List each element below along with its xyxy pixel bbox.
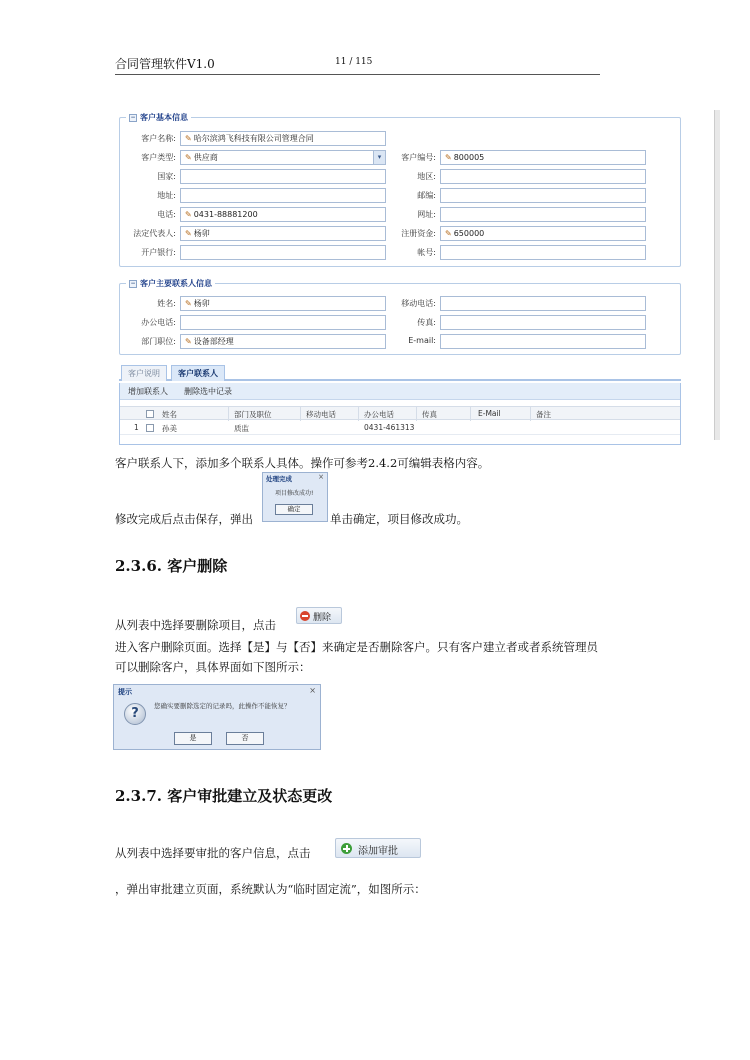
- para-save-a: 修改完成后点击保存，弹出: [115, 512, 253, 526]
- dept-input[interactable]: ✎ 设备部经理: [180, 334, 386, 349]
- dialog-title: 提示: [118, 688, 132, 696]
- cell-office: 0431-461313: [364, 423, 415, 432]
- region-label: 地区:: [417, 172, 436, 181]
- capital-label: 注册资金:: [401, 229, 436, 238]
- add-approval-label: 添加审批: [358, 846, 398, 857]
- question-icon: ?: [124, 703, 146, 725]
- scrollbar[interactable]: [714, 110, 720, 440]
- para-approval-select: 从列表中选择要审批的客户信息，点击: [115, 846, 311, 860]
- row-number: 1: [134, 423, 139, 432]
- mobile-input[interactable]: [440, 296, 646, 311]
- phone-input[interactable]: ✎ 0431-88881200: [180, 207, 386, 222]
- bank-label: 开户银行:: [141, 248, 176, 257]
- page-header: [115, 55, 600, 75]
- column-divider: [416, 407, 417, 421]
- close-icon[interactable]: ×: [309, 686, 316, 695]
- dept-label: 部门职位:: [141, 337, 176, 346]
- col-mobile[interactable]: 移动电话: [306, 410, 336, 419]
- account-label: 帐号:: [417, 248, 436, 257]
- capital-input[interactable]: ✎ 650000: [440, 226, 646, 241]
- tab-customer-notes[interactable]: 客户说明: [121, 365, 167, 381]
- para-contacts-note: 客户联系人下，添加多个联系人具体。操作可参考2.4.2可编辑表格内容。: [115, 456, 490, 470]
- legal-rep-input[interactable]: ✎ 杨卯: [180, 226, 386, 241]
- zip-input[interactable]: [440, 188, 646, 203]
- section-heading-approval: 2.3.7. 客户审批建立及状态更改: [115, 787, 333, 805]
- email-input[interactable]: [440, 334, 646, 349]
- no-button[interactable]: 否: [226, 732, 264, 745]
- customer-name-input[interactable]: ✎ 哈尔滨鸿飞科技有限公司管理合同: [180, 131, 386, 146]
- delete-selected-button[interactable]: 删除选中记录: [184, 387, 232, 396]
- para-save-b: 单击确定，项目修改成功。: [330, 512, 468, 526]
- customer-form-screenshot: [115, 105, 720, 445]
- customer-type-select[interactable]: ✎ 供应商 ▾: [180, 150, 386, 165]
- col-dept[interactable]: 部门及职位: [234, 410, 272, 419]
- delete-button-label: 删除: [313, 613, 332, 623]
- collapse-icon[interactable]: −: [130, 279, 136, 287]
- pen-icon: ✎: [445, 153, 452, 162]
- name-label: 客户名称:: [141, 134, 176, 143]
- fax-input[interactable]: [440, 315, 646, 330]
- contact-info-fieldset: [119, 279, 681, 355]
- add-contact-button[interactable]: 增加联系人: [128, 387, 168, 396]
- section-heading-delete: 2.3.6. 客户删除: [115, 557, 228, 575]
- para-delete-page: 进入客户删除页面。选择【是】与【否】来确定是否删除客户。只有客户建立者或者系统管理员: [115, 640, 598, 654]
- col-email[interactable]: E-Mail: [478, 409, 501, 418]
- page-number: 11 / 115: [335, 57, 373, 67]
- type-label: 客户类型:: [141, 153, 176, 162]
- select-all-checkbox[interactable]: [146, 410, 154, 418]
- col-name[interactable]: 姓名: [162, 410, 177, 419]
- yes-button[interactable]: 是: [174, 732, 212, 745]
- basic-info-legend: − 客户基本信息: [126, 112, 191, 123]
- para-delete-select: 从列表中选择要删除项目，点击: [115, 618, 276, 632]
- col-remark[interactable]: 备注: [536, 410, 551, 419]
- account-input[interactable]: [440, 245, 646, 260]
- pen-icon: ✎: [445, 229, 452, 238]
- contacts-panel: [119, 383, 681, 445]
- collapse-icon[interactable]: −: [130, 113, 136, 121]
- dialog-message: 您确实要删除选定的记录吗，此操作不能恢复？: [154, 702, 291, 710]
- column-divider: [300, 407, 301, 421]
- address-label: 地址:: [157, 191, 176, 200]
- column-divider: [358, 407, 359, 421]
- doc-title: 合同管理软件V1.0: [115, 57, 215, 71]
- office-phone-label: 办公电话:: [141, 318, 176, 327]
- tab-customer-contacts[interactable]: 客户联系人: [171, 365, 225, 381]
- col-office[interactable]: 办公电话: [364, 410, 394, 419]
- dialog-title: 处理完成: [266, 475, 292, 483]
- add-approval-button[interactable]: [335, 838, 421, 858]
- cell-name: 孙美: [162, 424, 177, 433]
- basic-info-fieldset: [119, 113, 681, 267]
- customer-code-input[interactable]: ✎ 800005: [440, 150, 646, 165]
- bank-input[interactable]: [180, 245, 386, 260]
- tab-bar: [119, 363, 681, 381]
- delete-icon: [300, 611, 310, 621]
- delete-confirm-dialog: [113, 684, 321, 750]
- table-row[interactable]: [120, 421, 680, 435]
- pen-icon: ✎: [185, 153, 192, 162]
- delete-button[interactable]: [296, 607, 342, 624]
- contacts-toolbar: [120, 383, 680, 400]
- col-fax[interactable]: 传真: [422, 410, 437, 419]
- pen-icon: ✎: [185, 299, 192, 308]
- address-input[interactable]: [180, 188, 386, 203]
- web-input[interactable]: [440, 207, 646, 222]
- chevron-down-icon[interactable]: ▾: [373, 151, 385, 164]
- legal-rep-label: 法定代表人:: [133, 229, 176, 238]
- web-label: 网址:: [417, 210, 436, 219]
- para-delete-rights: 可以删除客户，具体界面如下图所示：: [115, 660, 311, 674]
- ok-button[interactable]: 确定: [275, 504, 313, 515]
- column-divider: [470, 407, 471, 421]
- save-complete-dialog: [262, 472, 328, 522]
- row-checkbox[interactable]: [146, 424, 154, 432]
- pen-icon: ✎: [185, 210, 192, 219]
- fax-label: 传真:: [417, 318, 436, 327]
- mobile-label: 移动电话:: [401, 299, 436, 308]
- column-divider: [530, 407, 531, 421]
- add-icon: [341, 843, 352, 854]
- pen-icon: ✎: [185, 229, 192, 238]
- phone-label: 电话:: [157, 210, 176, 219]
- code-label: 客户编号:: [401, 153, 436, 162]
- cell-dept: 质监: [234, 424, 249, 433]
- contact-name-label: 姓名:: [157, 299, 176, 308]
- para-approval-page: ，弹出审批建立页面，系统默认为“临时固定流”，如图所示：: [115, 882, 426, 896]
- country-input[interactable]: [180, 169, 386, 184]
- pen-icon: ✎: [185, 134, 192, 143]
- zip-label: 邮编:: [417, 191, 436, 200]
- column-divider: [228, 407, 229, 421]
- contact-name-input[interactable]: ✎ 杨卯: [180, 296, 386, 311]
- office-phone-input[interactable]: [180, 315, 386, 330]
- contact-info-legend: − 客户主要联系人信息: [126, 278, 215, 289]
- email-label: E-mail:: [408, 336, 436, 345]
- region-input[interactable]: [440, 169, 646, 184]
- close-icon[interactable]: ×: [318, 473, 324, 481]
- pen-icon: ✎: [185, 337, 192, 346]
- grid-header: [120, 406, 680, 420]
- dialog-message: 项目修改成功!: [275, 490, 314, 497]
- country-label: 国家:: [157, 172, 176, 181]
